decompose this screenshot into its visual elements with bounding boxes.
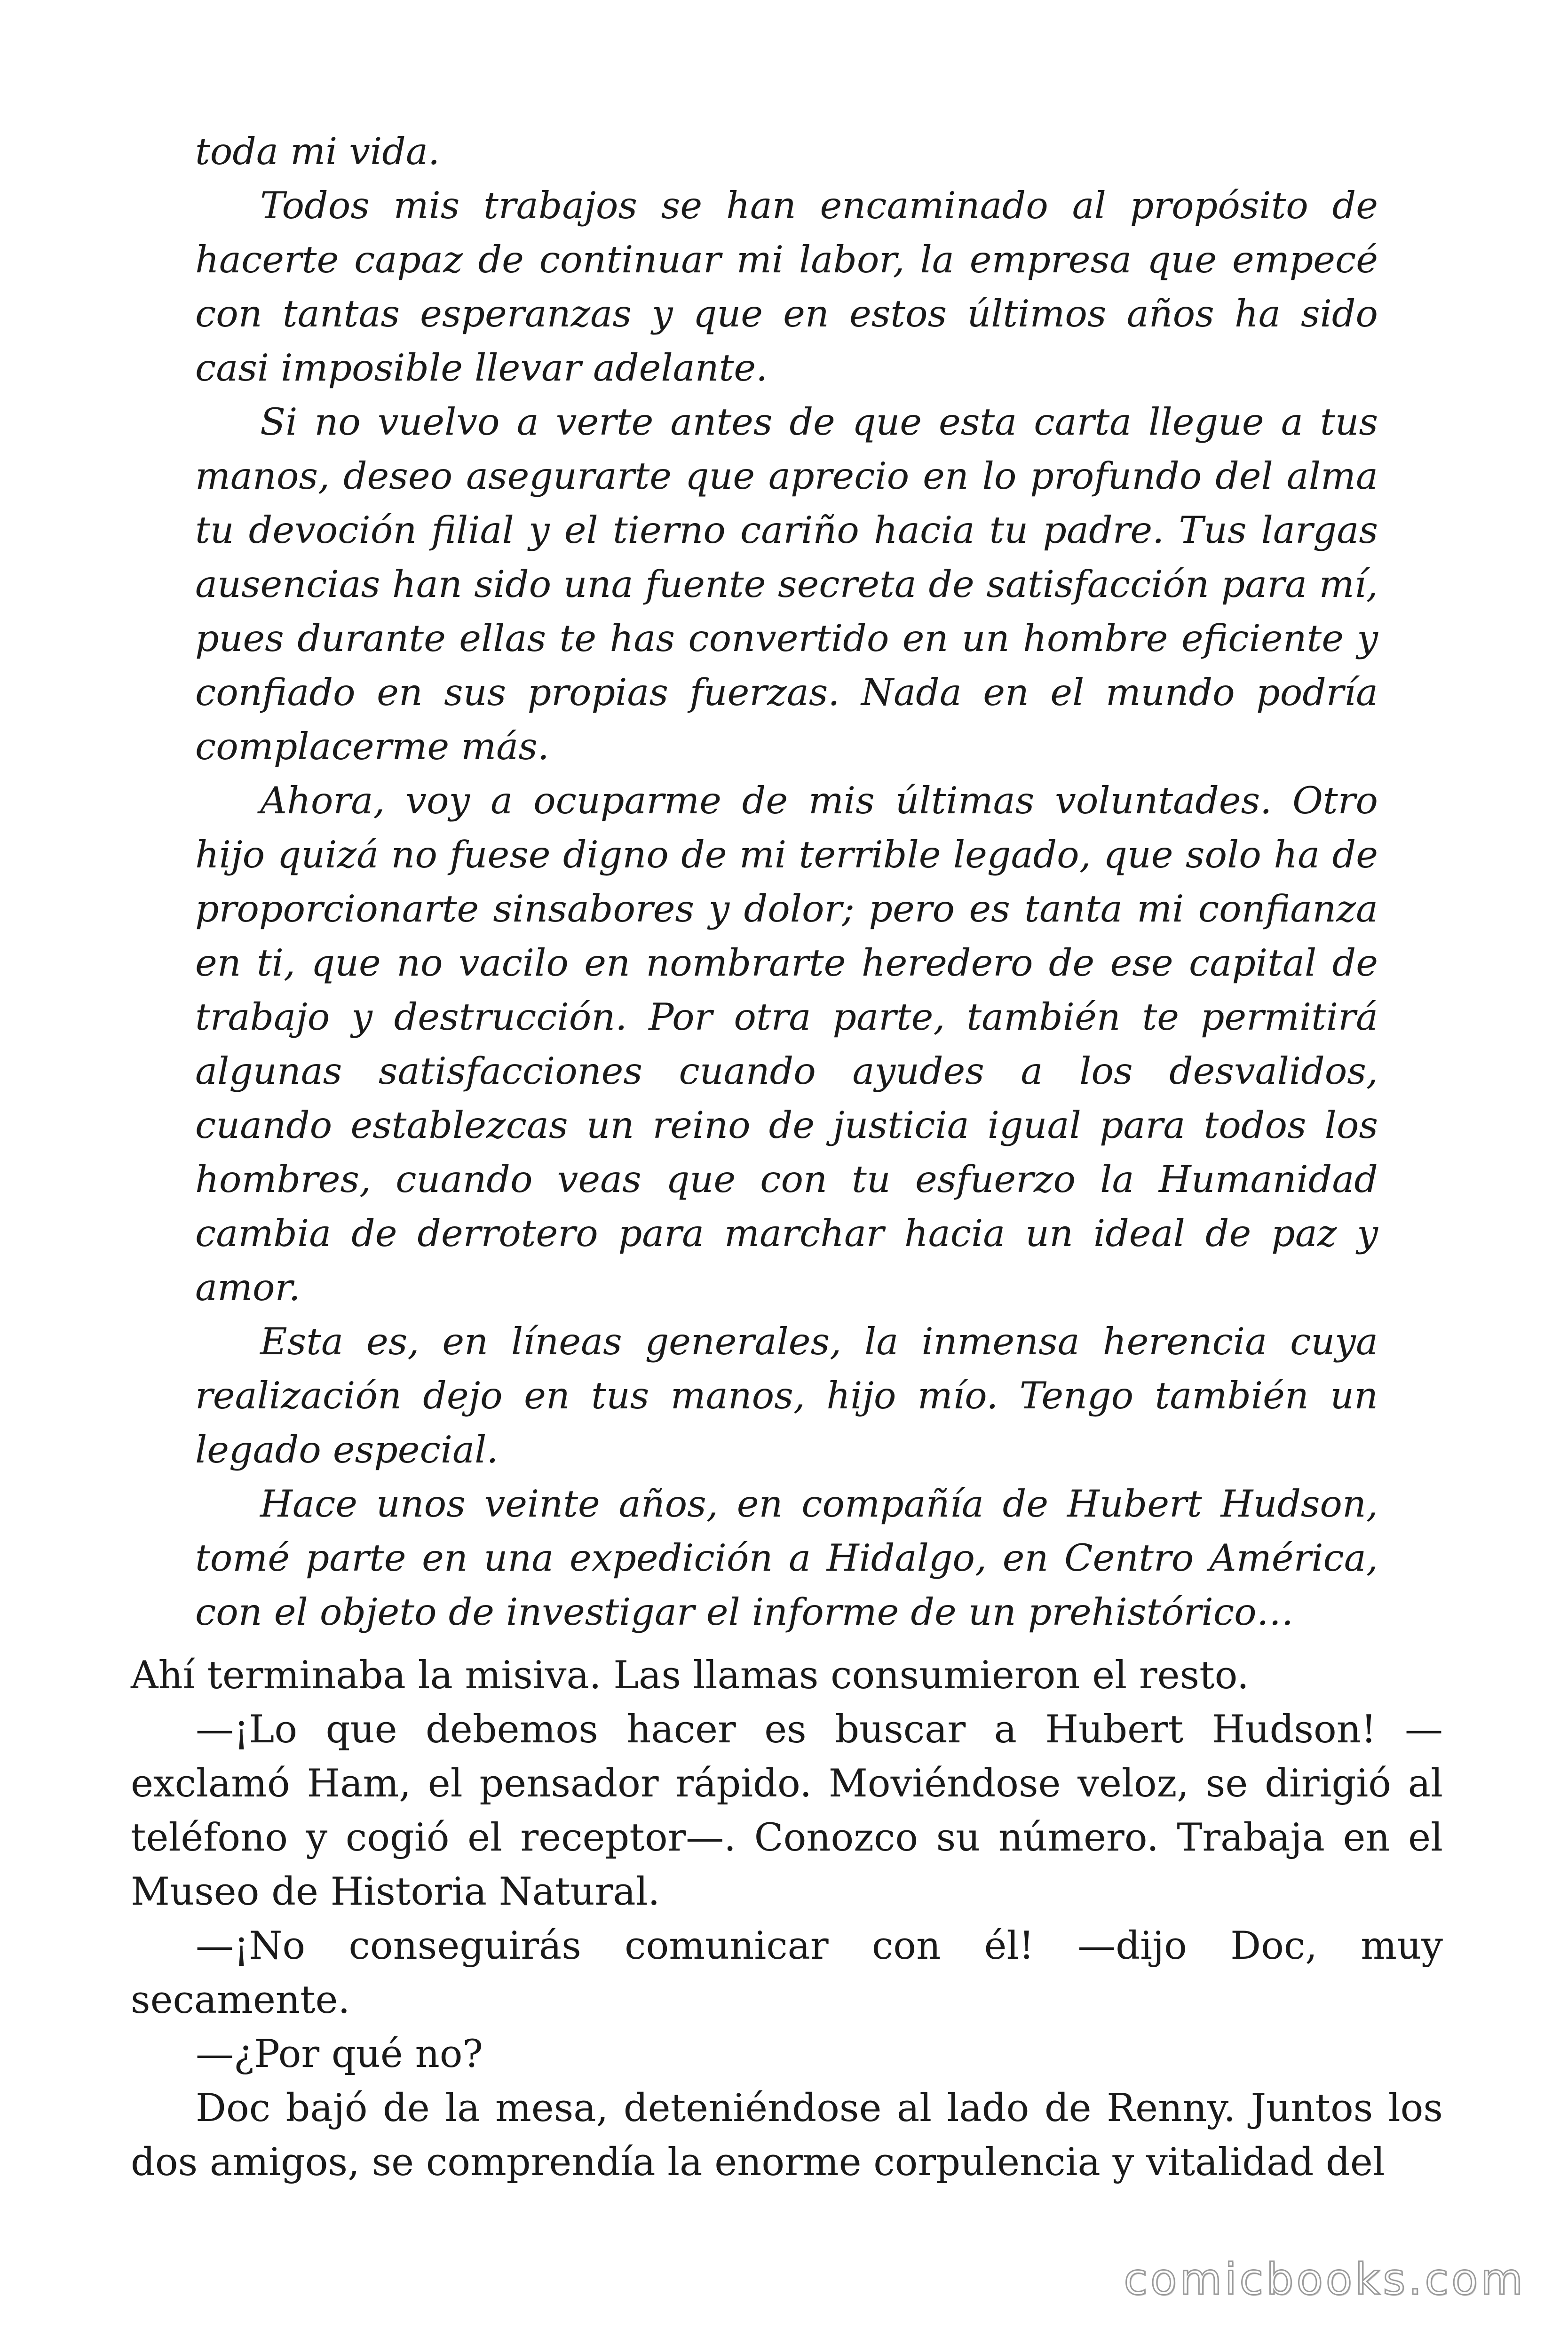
- watermark: comicbooks.com: [1124, 2254, 1526, 2304]
- letter-paragraph: toda mi vida.: [195, 130, 440, 173]
- narrative-paragraph: Doc bajó de la mesa, deteniéndose al lado de Renny. Juntos los dos amigos, se comprendía la enorme corpulencia y vitalidad del: [131, 2086, 1443, 2185]
- narrative-block: [131, 1649, 1443, 2190]
- letter-block: [195, 125, 1378, 1639]
- narrative-paragraph: —¡No conseguirás comunicar con él! —dijo Doc, muy secamente.: [131, 1924, 1443, 2022]
- letter-paragraph: Hace unos veinte años, en compañía de Hubert Hudson, tomé parte en una expedición a Hidalgo, en Centro América, con el objeto de investigar el informe de un prehistórico…: [195, 1482, 1378, 1634]
- narrative-paragraph: Ahí terminaba la misiva. Las llamas consumieron el resto.: [131, 1653, 1249, 1698]
- letter-paragraph: Esta es, en líneas generales, la inmensa herencia cuya realización dejo en tus manos, hijo mío. Tengo también un legado especial.: [195, 1320, 1378, 1471]
- narrative-paragraph: —¿Por qué no?: [196, 2032, 483, 2076]
- narrative-paragraph: —¡Lo que debemos hacer es buscar a Hubert Hudson! —exclamó Ham, el pensador rápido. Moviéndose veloz, se dirigió al teléfono y cogió el receptor—. Conozco su número. Trabaja en el Museo de Historia Natural.: [131, 1708, 1443, 1914]
- letter-paragraph: Todos mis trabajos se han encaminado al propósito de hacerte capaz de continuar mi labor, la empresa que empecé con tantas esperanzas y que en estos últimos años ha sido casi imposible llevar adelante.: [195, 184, 1378, 389]
- letter-paragraph: Si no vuelvo a verte antes de que esta carta llegue a tus manos, deseo asegurarte que aprecio en lo profundo del alma tu devoción filial y el tierno cariño hacia tu padre. Tus largas ausencias han sido una fuente secreta de satisfacción para mí, pues durante ellas te has convertido en un hombre eficiente y confiado en sus propias fuerzas. Nada en el mundo podría complacerme más.: [195, 400, 1378, 768]
- letter-paragraph: Ahora, voy a ocuparme de mis últimas voluntades. Otro hijo quizá no fuese digno de mi terrible legado, que solo ha de proporcionarte sinsabores y dolor; pero es tanta mi confianza en ti, que no vacilo en nombrarte heredero de ese capital de trabajo y destrucción. Por otra parte, también te permitirá algunas satisfacciones cuando ayudes a los desvalidos, cuando establezcas un reino de justicia igual para todos los hombres, cuando veas que con tu esfuerzo la Humanidad cambia de derrotero para marchar hacia un ideal de paz y amor.: [195, 779, 1378, 1309]
